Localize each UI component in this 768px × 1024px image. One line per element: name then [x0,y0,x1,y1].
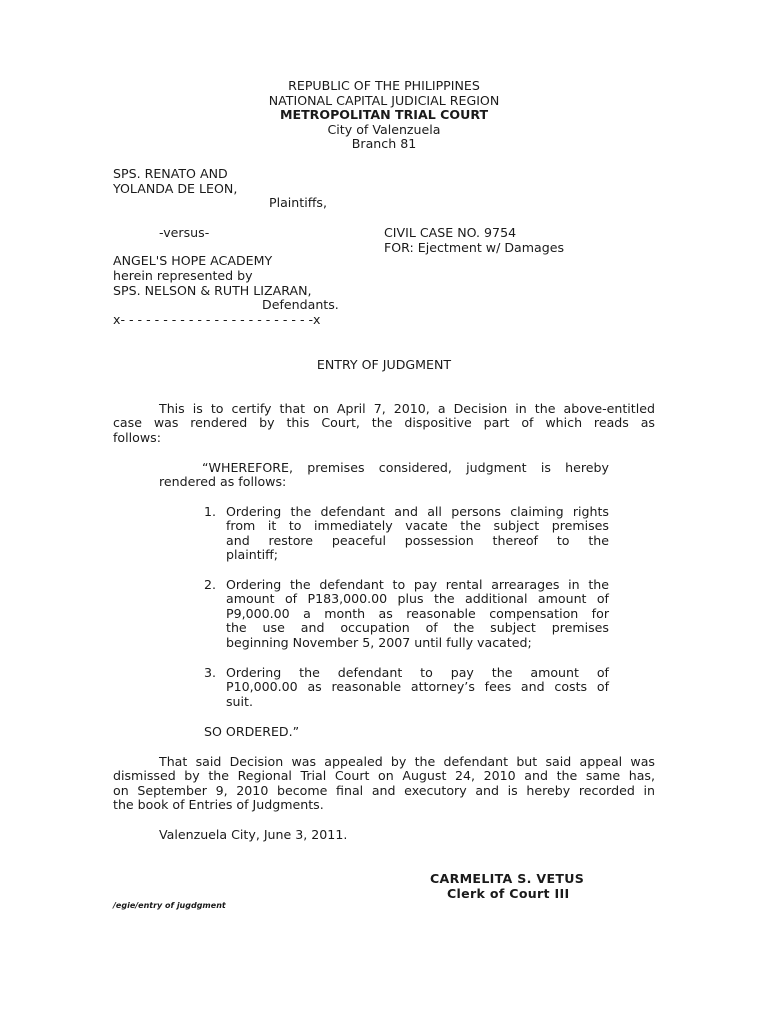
quote-intro-line2: rendered as follows: [159,474,287,490]
item-2-line2: amount of P183,000.00 plus the additional amount of [226,591,609,607]
plaintiff-name-line2: YOLANDA DE LEON, [113,181,238,196]
finality-line3: on September 9, 2010 become final and executory and is hereby recorded in [113,782,655,798]
certification-paragraph [113,402,655,445]
finality-line4: the book of Entries of Judgments. [113,797,324,813]
caption-separator: x- - - - - - - - - - - - - - - - - - - - - - -x [113,312,321,327]
plaintiffs-label: Plaintiffs, [269,195,327,210]
document-title [0,358,768,372]
item-1-line2: from it to immediately vacate the subject premises [226,518,609,534]
defendant-name-line3: SPS. NELSON & RUTH LIZARAN, [113,283,312,298]
finality-line2: dismissed by the Regional Trial Court on August 24, 2010 and the same has, [113,768,655,784]
item-2-line1: Ordering the defendant to pay rental arrearages in the [226,577,609,592]
defendant-name-line1: ANGEL'S HOPE ACADEMY [113,253,273,268]
item-1-line4: plaintiff; [226,547,279,563]
case-nature: FOR: Ejectment w/ Damages [384,240,565,255]
versus-label: -versus- [159,225,210,240]
item-2-line5: beginning November 5, 2007 until fully vacated; [226,634,532,650]
finality-line1: That said Decision was appealed by the defendant but said appeal was [159,754,655,769]
defendants-label: Defendants. [262,297,339,312]
item-2-line4: the use and occupation of the subject premises [226,620,609,636]
item-2-text [226,578,609,650]
certification-line3: follows: [113,429,161,445]
item-2-number: 2. [204,577,217,592]
signatory-name: CARMELITA S. VETUS [430,871,585,886]
item-3-number: 3. [204,665,217,680]
header-city: City of Valenzuela [327,122,441,137]
certification-line2: case was rendered by this Court, the dispositive part of which reads as [113,415,655,431]
item-3-text [226,666,609,709]
place-and-date: Valenzuela City, June 3, 2011. [159,827,348,842]
item-1-number: 1. [204,504,217,519]
item-3-line1: Ordering the defendant to pay the amount of [226,665,609,680]
quote-intro-line1: “WHEREFORE, premises considered, judgment is hereby [202,460,609,475]
header-court: METROPOLITAN TRIAL COURT [279,107,489,122]
item-3-line2: P10,000.00 as reasonable attorney’s fees and costs of [226,679,609,695]
quote-intro [159,461,609,490]
defendant-name-line2: herein represented by [113,268,253,283]
item-1-line3: and restore peaceful possession thereof to the [226,532,609,548]
document-title-text: ENTRY OF JUDGMENT [316,357,452,372]
certification-line1: This is to certify that on April 7, 2010, a Decision in the above-entitled [159,401,655,416]
item-1-line1: Ordering the defendant and all persons claiming rights [226,504,609,519]
so-ordered: SO ORDERED.” [204,724,300,739]
signatory-title: Clerk of Court III [447,886,570,901]
file-reference: /egie/entry of jugdgment [113,901,226,910]
plaintiff-name-line1: SPS. RENATO AND [113,166,228,181]
item-2-line3: P9,000.00 a month as reasonable compensation for [226,605,609,621]
case-number: CIVIL CASE NO. 9754 [384,225,517,240]
header-region: NATIONAL CAPITAL JUDICIAL REGION [268,93,500,108]
item-3-line3: suit. [226,693,253,709]
item-1-text [226,505,609,563]
header-branch: Branch 81 [351,136,417,151]
finality-paragraph [113,755,655,813]
header-republic: REPUBLIC OF THE PHILIPPINES [288,78,480,93]
